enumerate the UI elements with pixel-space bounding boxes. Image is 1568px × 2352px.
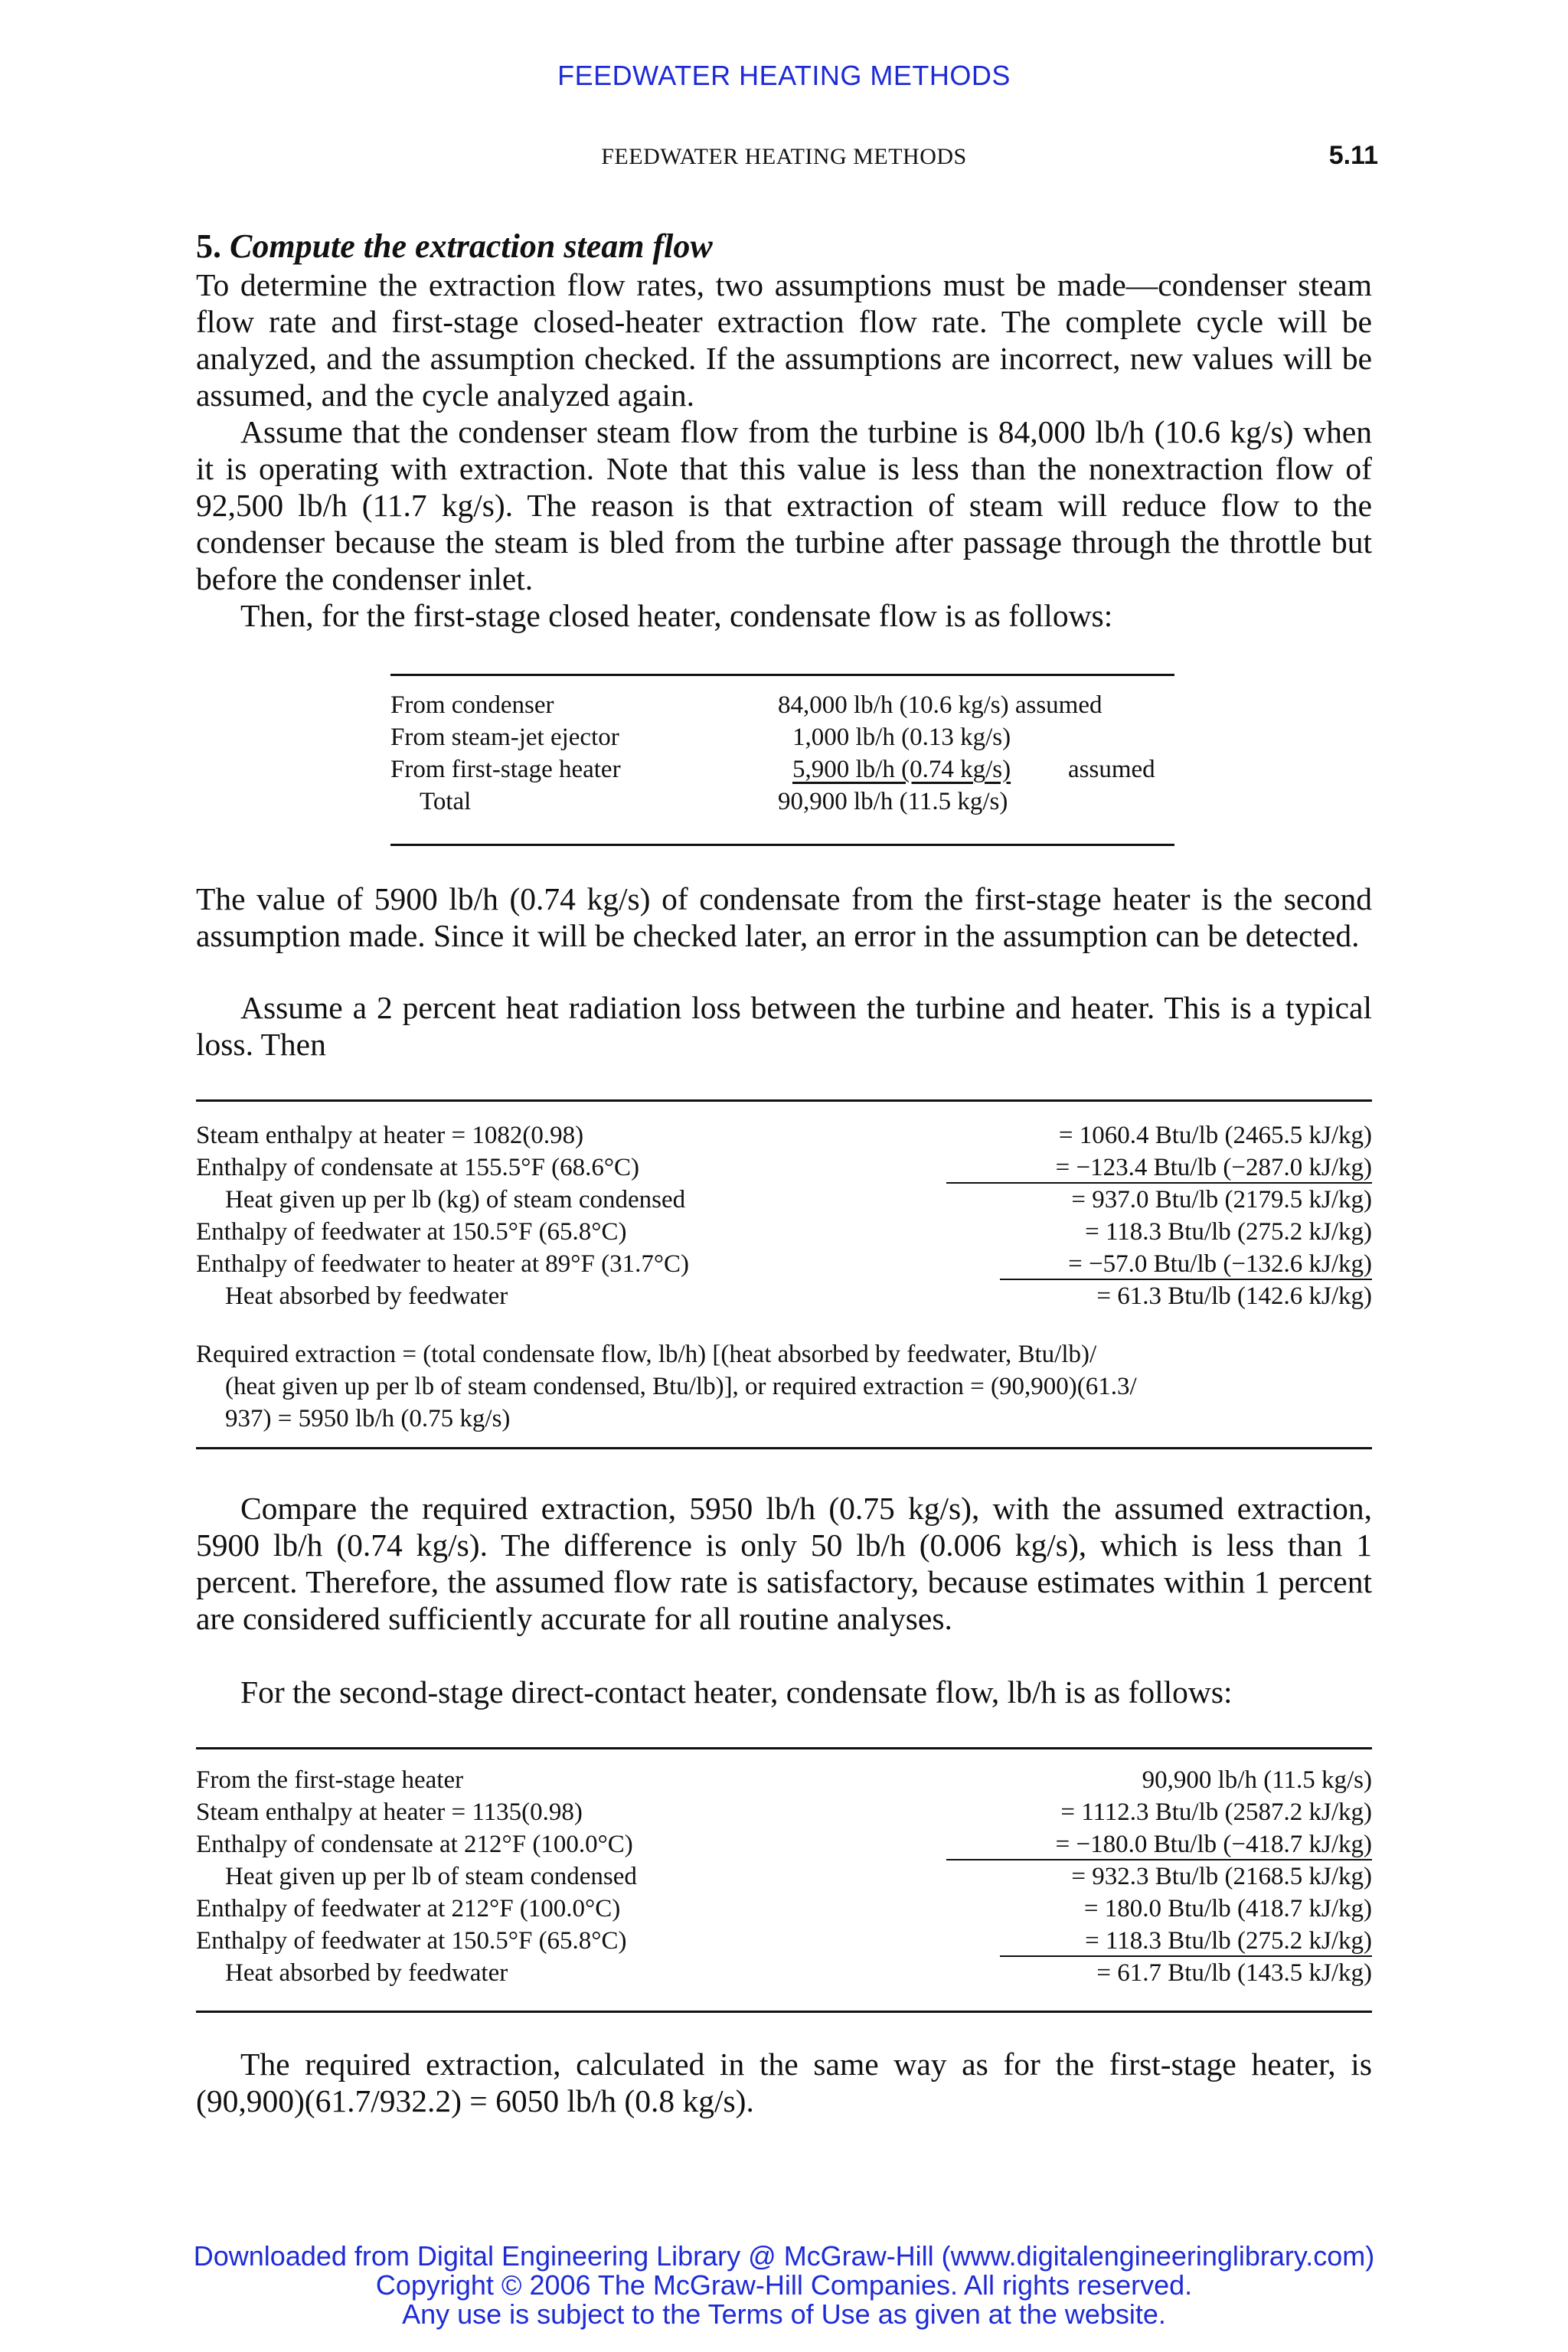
row-value: = 932.3 Btu/lb (2168.5 kJ/kg) (1071, 1863, 1372, 1890)
note-line: Required extraction = (total condensate flow, lb/h) [(heat absorbed by feedwater, Btu/lb)/ (196, 1341, 1097, 1368)
footer-copyright: Copyright © 2006 The McGraw-Hill Companies. All rights reserved. (375, 2269, 1193, 2301)
row-value: = 1112.3 Btu/lb (2587.2 kJ/kg) (1060, 1798, 1372, 1826)
row-value: = 61.3 Btu/lb (142.6 kJ/kg) (1096, 1282, 1372, 1310)
table-row (196, 1764, 1372, 1796)
note-line: (heat given up per lb of steam condensed, Btu/lb)], or required extraction = (90,900)(61.3/ (225, 1373, 1137, 1400)
page-number: 5.11 (1328, 141, 1378, 170)
table-row (196, 1860, 1372, 1893)
paragraph-2: Assume that the condenser steam flow from the turbine is 84,000 lb/h (10.6 kg/s) when it is operating with extraction. Note that this value is less than the nonextraction flow of 92,500 lb/h (11.7 kg/s). The reason is that extraction of steam will reduce flow to the condenser because the steam is bled from the turbine after passage through the throttle but before the condenser inlet. (196, 414, 1372, 596)
row-label: Heat absorbed by feedwater (225, 1959, 508, 1987)
row-value: = 118.3 Btu/lb (275.2 kJ/kg) (1085, 1927, 1372, 1955)
running-head: FEEDWATER HEATING METHODS (601, 144, 967, 169)
row-label: From condenser (390, 691, 554, 719)
table-row (196, 1893, 1372, 1925)
table-row (196, 1925, 1372, 1957)
row-value: = 937.0 Btu/lb (2179.5 kJ/kg) (1071, 1186, 1372, 1214)
paragraph-3: Then, for the first-stage closed heater, condensate flow is as follows: (240, 598, 1113, 633)
row-label: Heat given up per lb of steam condensed (225, 1863, 637, 1890)
row-value: = 61.7 Btu/lb (143.5 kJ/kg) (1096, 1959, 1372, 1987)
table-row (196, 1248, 1372, 1280)
row-label: Enthalpy of feedwater at 150.5°F (65.8°C) (196, 1927, 627, 1955)
table-row (196, 1119, 1372, 1152)
row-value: = 1060.4 Btu/lb (2465.5 kJ/kg) (1058, 1122, 1372, 1149)
row-label: From the first-stage heater (196, 1766, 464, 1794)
table-row (196, 1184, 1372, 1216)
paragraph-4: The value of 5900 lb/h (0.74 kg/s) of condensate from the first-stage heater is the second assumption made. Since it will be checked later, an error in the assumption can be detected. (196, 881, 1372, 953)
row-value: 84,000 lb/h (10.6 kg/s) assumed (778, 691, 1102, 719)
table2-top-rule (196, 1099, 1372, 1102)
section-number: 5. (196, 227, 221, 265)
table3-bottom-rule (196, 2011, 1372, 2013)
table-row (196, 1216, 1372, 1248)
row-value: = −123.4 Btu/lb (−287.0 kJ/kg) (1055, 1154, 1372, 1181)
section-title: Compute the extraction steam flow (230, 227, 713, 265)
table-row (390, 753, 1174, 786)
table3-top-rule (196, 1747, 1372, 1749)
row-value: = −180.0 Btu/lb (−418.7 kJ/kg) (1055, 1831, 1372, 1858)
table1-top-rule (390, 674, 1174, 676)
paragraph-8: The required extraction, calculated in the same way as for the first-stage heater, is (90,900)(61.7/932.2) = 6050 lb/h (0.8 kg/s). (196, 2047, 1372, 2118)
paragraph-6: Compare the required extraction, 5950 lb/h (0.75 kg/s), with the assumed extraction, 5900 lb/h (0.74 kg/s). The difference is only 50 lb/h (0.006 kg/s), which is less than 1 percent. Therefore, the assumed flow rate is satisfactory, because estimates within 1 percent are considered sufficiently accurate for all routine analyses. (196, 1491, 1372, 1636)
row-value: 90,900 lb/h (11.5 kg/s) (778, 788, 1008, 815)
table1 (390, 689, 1174, 827)
note-line: 937) = 5950 lb/h (0.75 kg/s) (225, 1405, 511, 1432)
row-label: Enthalpy of feedwater at 212°F (100.0°C) (196, 1895, 621, 1922)
table-row (196, 1828, 1372, 1860)
table-row (390, 721, 1174, 753)
top-banner: FEEDWATER HEATING METHODS (557, 60, 1011, 91)
row-value: 1,000 lb/h (0.13 kg/s) (792, 724, 1011, 751)
table-row (390, 786, 1174, 818)
table1-bottom-rule (390, 844, 1174, 846)
row-label: Total (420, 788, 472, 815)
row-label: Steam enthalpy at heater = 1135(0.98) (196, 1798, 583, 1826)
row-suffix: assumed (1068, 756, 1155, 783)
row-label: Enthalpy of condensate at 155.5°F (68.6°C) (196, 1154, 640, 1181)
row-label: Enthalpy of feedwater to heater at 89°F (31.7°C) (196, 1250, 690, 1278)
paragraph-1: To determine the extraction flow rates, two assumptions must be made—condenser steam flow rate and first-stage closed-heater extraction flow rate. The complete cycle will be analyzed, and the assumption checked. If the assumptions are incorrect, new values will be assumed, and the cycle analyzed again. (196, 267, 1372, 413)
row-value: = 118.3 Btu/lb (275.2 kJ/kg) (1085, 1218, 1372, 1246)
table-row (196, 1796, 1372, 1828)
table-row (196, 1280, 1372, 1312)
paragraph-5: Assume a 2 percent heat radiation loss between the turbine and heater. This is a typical loss. Then (196, 990, 1372, 1062)
row-label: From first-stage heater (390, 756, 621, 783)
footer (0, 2242, 1568, 2329)
row-label: Heat absorbed by feedwater (225, 1282, 508, 1310)
row-label: Enthalpy of condensate at 212°F (100.0°C) (196, 1831, 633, 1858)
table2-bottom-rule (196, 1447, 1372, 1449)
row-label: Steam enthalpy at heater = 1082(0.98) (196, 1122, 584, 1149)
row-value: 5,900 lb/h (0.74 kg/s) (792, 756, 1011, 783)
table-row (196, 1957, 1372, 1989)
row-label: Enthalpy of feedwater at 150.5°F (65.8°C) (196, 1218, 627, 1246)
row-value: = −57.0 Btu/lb (−132.6 kJ/kg) (1068, 1250, 1372, 1278)
row-value: 90,900 lb/h (11.5 kg/s) (1142, 1766, 1372, 1794)
footer-terms: Any use is subject to the Terms of Use as given at the website. (402, 2298, 1166, 2330)
footer-download-link[interactable]: Downloaded from Digital Engineering Library @ McGraw-Hill (www.digitalengineeringlibrary.com) (193, 2240, 1375, 2272)
table2 (196, 1119, 1372, 1318)
section-heading (196, 227, 713, 266)
row-value: = 180.0 Btu/lb (418.7 kJ/kg) (1083, 1895, 1372, 1922)
table3 (196, 1764, 1372, 1994)
table-row (196, 1152, 1372, 1184)
paragraph-7: For the second-stage direct-contact heater, condensate flow, lb/h is as follows: (240, 1674, 1233, 1710)
row-label: Heat given up per lb (kg) of steam condensed (225, 1186, 686, 1214)
required-extraction-note (196, 1338, 1372, 1435)
table-row (390, 689, 1174, 721)
row-label: From steam-jet ejector (390, 724, 619, 751)
